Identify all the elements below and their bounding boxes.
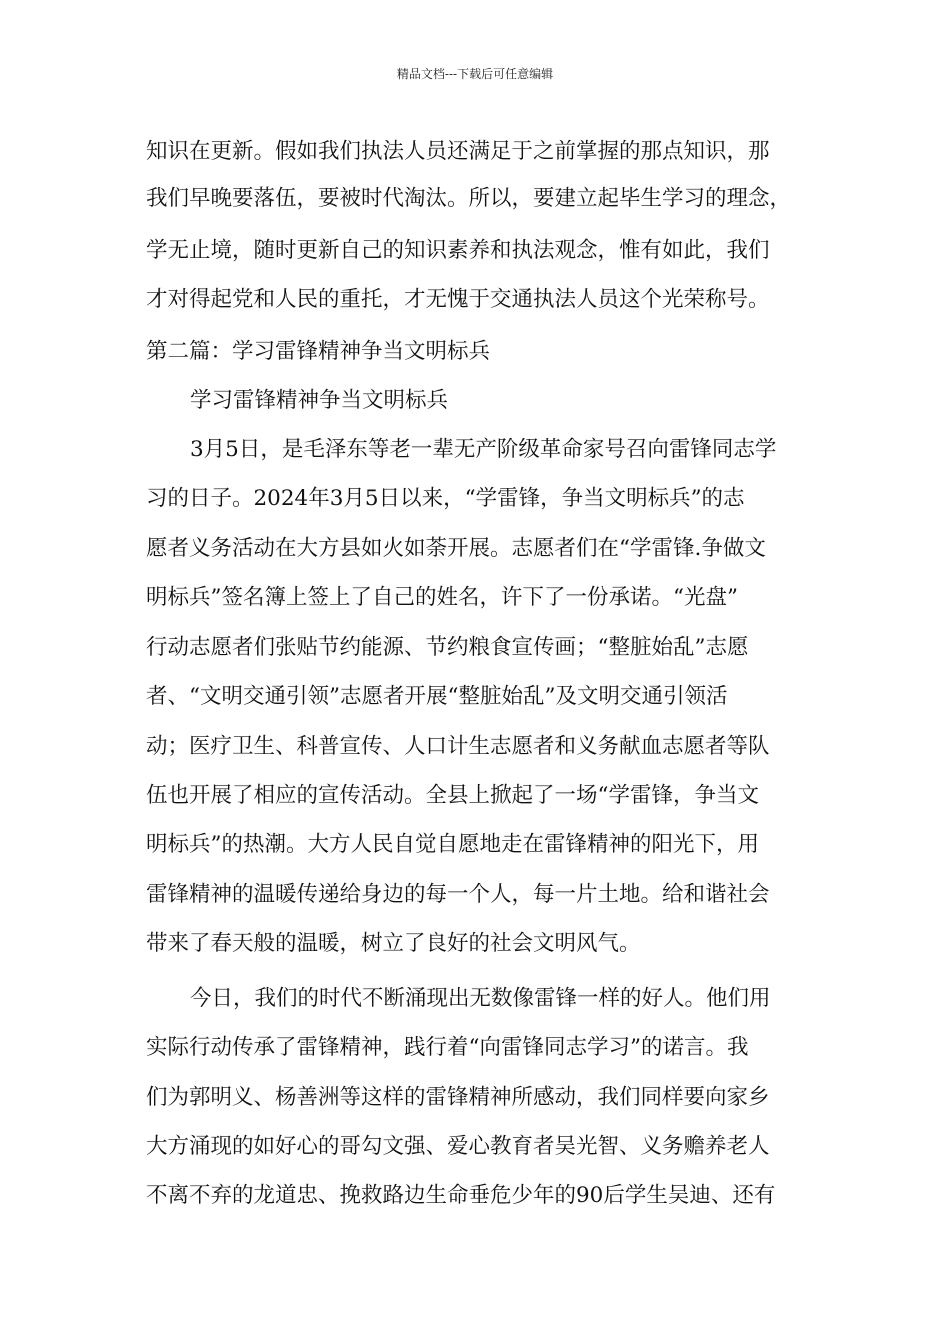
text-line: 者、“文明交通引领”志愿者开展“整脏始乱”及文明交通引领活 <box>146 684 728 709</box>
text-line: 行动志愿者们张贴节约能源、节约粮食宣传画；“整脏始乱”志愿 <box>146 635 749 660</box>
text-line: 3月5日，是毛泽东等老一辈无产阶级革命家号召向雷锋同志学 <box>190 437 777 462</box>
text-line: 习的日子。2024年3月5日以来，“学雷锋，争当文明标兵”的志 <box>146 486 745 511</box>
text-line: 学无止境，随时更新自己的知识素养和执法观念，惟有如此，我们 <box>146 238 770 263</box>
text-line: 愿者义务活动在大方县如火如荼开展。志愿者们在“学雷锋.争做文 <box>146 536 766 561</box>
text-line: 我们早晚要落伍，要被时代淘汰。所以，要建立起毕生学习的理念， <box>146 186 792 211</box>
text-line: 伍也开展了相应的宣传活动。全县上掀起了一场“学雷锋，争当文 <box>146 783 759 808</box>
article-title: 学习雷锋精神争当文明标兵 <box>190 388 449 413</box>
text-line: 知识在更新。假如我们执法人员还满足于之前掌握的那点知识，那 <box>146 139 770 164</box>
section-heading: 第二篇：学习雷锋精神争当文明标兵 <box>146 339 491 364</box>
text-line: 不离不弃的龙道忠、挽救路边生命垂危少年的90后学生吴迪、还有 <box>146 1183 776 1208</box>
text-line: 今日，我们的时代不断涌现出无数像雷锋一样的好人。他们用 <box>190 986 771 1011</box>
text-line: 带来了春天般的温暖，树立了良好的社会文明风气。 <box>146 931 641 956</box>
text-line: 们为郭明义、杨善洲等这样的雷锋精神所感动，我们同样要向家乡 <box>146 1085 770 1110</box>
text-line: 实际行动传承了雷锋精神，践行着“向雷锋同志学习”的诺言。我 <box>146 1035 749 1060</box>
text-line: 明标兵”的热潮。大方人民自觉自愿地走在雷锋精神的阳光下，用 <box>146 832 759 857</box>
text-line: 才对得起党和人民的重托，才无愧于交通执法人员这个光荣称号。 <box>146 287 770 312</box>
text-line: 动；医疗卫生、科普宣传、人口计生志愿者和义务献血志愿者等队 <box>146 734 770 759</box>
page-header: 精品文档---下载后可任意编辑 <box>396 67 554 81</box>
text-line: 大方涌现的如好心的哥勾文强、爱心教育者吴光智、义务赡养老人 <box>146 1134 770 1159</box>
text-line: 雷锋精神的温暖传递给身边的每一个人，每一片土地。给和谐社会 <box>146 882 770 907</box>
text-line: 明标兵”签名簿上签上了自己的姓名，许下了一份承诺。“光盘” <box>146 585 738 610</box>
